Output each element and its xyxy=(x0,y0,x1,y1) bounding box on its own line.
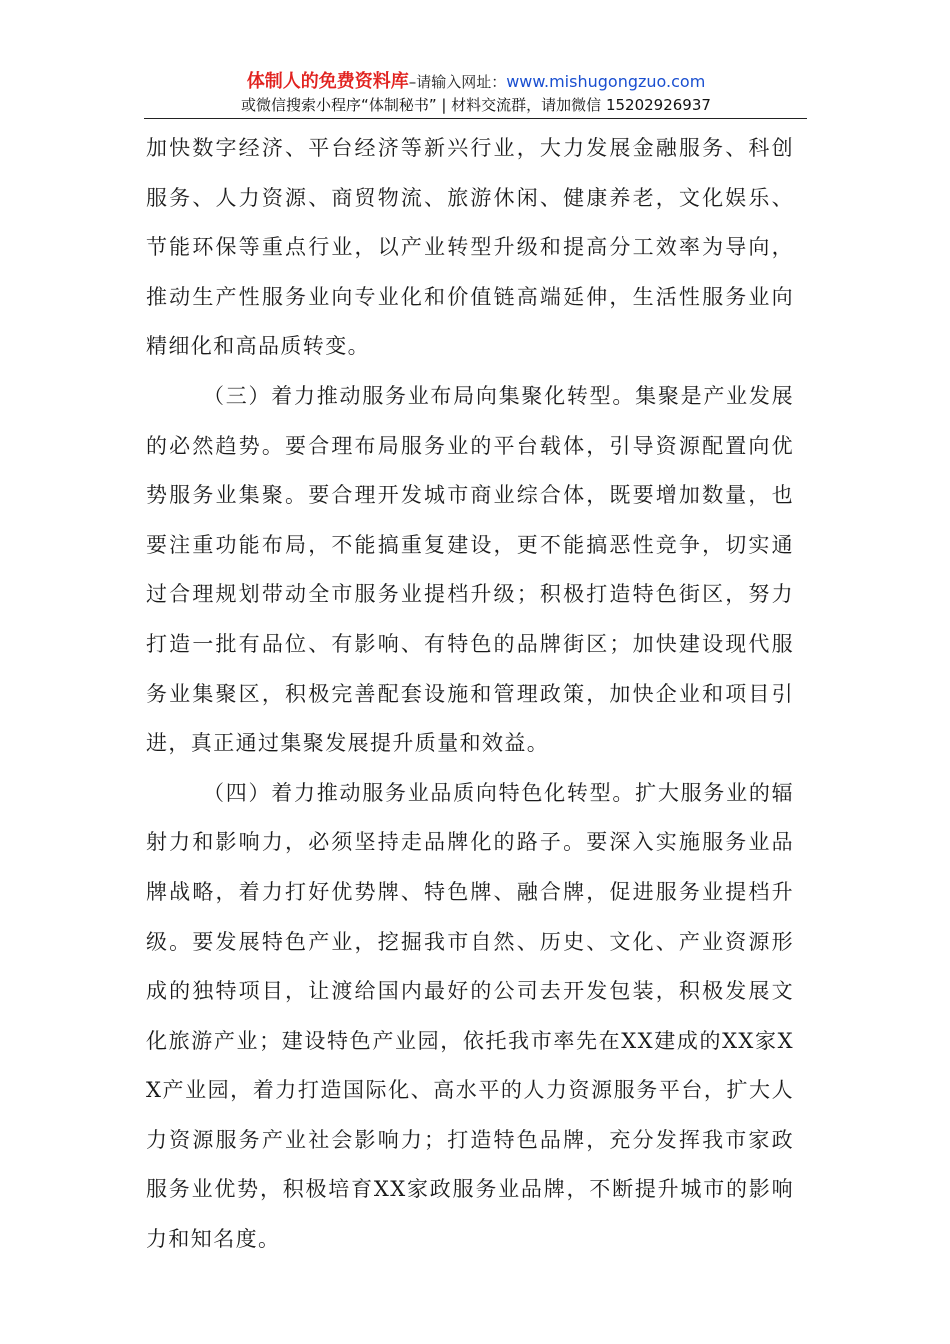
paragraph-1: 加快数字经济、平台经济等新兴行业，大力发展金融服务、科创服务、人力资源、商贸物流、旅游休闲、健康养老，文化娱乐、节能环保等重点行业，以产业转型升级和提高分工效率为导向，推动生产性服务业向专业化和价值链高端延伸，生活性服务业向精细化和高品质转变。 xyxy=(146,136,794,359)
page-header xyxy=(146,70,806,116)
brand-title: 体制人的免费资料库 xyxy=(246,71,409,92)
website-link[interactable]: www.mishugongzuo.com xyxy=(506,72,706,91)
header-promo-line xyxy=(146,70,806,94)
paragraph-2: （三）着力推动服务业布局向集聚化转型。集聚是产业发展的必然趋势。要合理布局服务业的平台载体，引导资源配置向优势服务业集聚。要合理开发城市商业综合体，既要增加数量，也要注重功能布局，不能搞重复建设，更不能搞恶性竞争，切实通过合理规划带动全市服务业提档升级；积极打造特色街区，努力打造一批有品位、有影响、有特色的品牌街区；加快建设现代服务业集聚区，积极完善配套设施和管理政策，加快企业和项目引进，真正通过集聚发展提升质量和效益。 xyxy=(146,383,794,756)
document-body xyxy=(146,124,794,1265)
header-divider xyxy=(144,118,807,119)
paragraph-3: （四）着力推动服务业品质向特色化转型。扩大服务业的辐射力和影响力，必须坚持走品牌化的路子。要深入实施服务业品牌战略，着力打好优势牌、特色牌、融合牌，促进服务业提档升级。要发展特色产业，挖掘我市自然、历史、文化、产业资源形成的独特项目，让渡给国内最好的公司去开发包装，积极发展文化旅游产业；建设特色产业园，依托我市率先在XX建成的XX家XX产业园，着力打造国际化、高水平的人力资源服务平台，扩大人力资源服务产业社会影响力；打造特色品牌，充分发挥我市家政服务业优势，积极培育XX家政服务业品牌，不断提升城市的影响力和知名度。 xyxy=(146,780,794,1252)
header-contact-line: 或微信搜索小程序“体制秘书” | 材料交流群，请加微信 15202926937 xyxy=(241,96,711,114)
url-prompt: –请输入网址： xyxy=(408,73,507,91)
